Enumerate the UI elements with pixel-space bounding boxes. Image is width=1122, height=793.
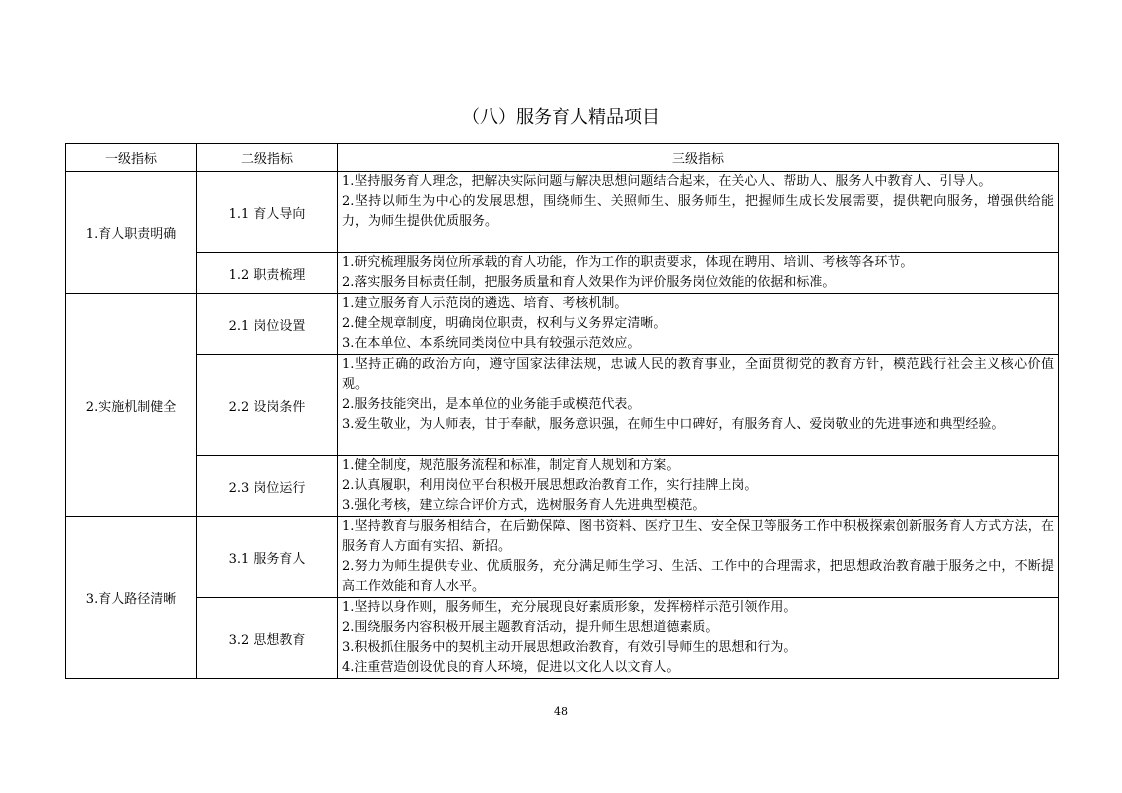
header-level2: 二级指标: [197, 144, 338, 172]
level3-cell: [338, 253, 1059, 294]
level2-cell: 2.3 岗位运行: [197, 456, 338, 517]
header-level1: 一级指标: [66, 144, 197, 172]
level1-cell: 2.实施机制健全: [66, 294, 197, 517]
item-text: 1.研究梳理服务岗位所承载的育人功能，作为工作的职责要求，体现在聘用、培训、考核等各环节。: [342, 255, 914, 270]
table-row: [66, 294, 1059, 355]
table-row: [66, 172, 1059, 253]
table-row: [66, 253, 1059, 294]
item-text: 2.围绕服务内容积极开展主题教育活动，提升师生思想道德素质。: [342, 620, 719, 635]
header-row: [66, 144, 1059, 172]
level2-cell: 3.1 服务育人: [197, 517, 338, 598]
item-text: 2.服务技能突出，是本单位的业务能手或模范代表。: [342, 397, 641, 412]
level3-cell: [338, 456, 1059, 517]
item-text: 2.努力为师生提供专业、优质服务，充分满足师生学习、生活、工作中的合理需求，把思想政治教育融于服务之中，不断提高工作效能和育人水平。: [342, 559, 1054, 594]
item-text: 2.坚持以师生为中心的发展思想，围绕师生、关照师生、服务师生，把握师生成长发展需要，提供靶向服务，增强供给能力，为师生提供优质服务。: [342, 194, 1054, 229]
item-text: 3.强化考核，建立综合评价方式，选树服务育人先进典型模范。: [342, 498, 706, 513]
level2-cell: 3.2 思想教育: [197, 598, 338, 679]
header-level3: 三级指标: [338, 144, 1059, 172]
item-text: 1.坚持教育与服务相结合，在后勤保障、图书资料、医疗卫生、安全保卫等服务工作中积极探索创新服务育人方式方法，在服务育人方面有实招、新招。: [342, 519, 1054, 554]
item-text: 1.坚持服务育人理念，把解决实际问题与解决思想问题结合起来，在关心人、帮助人、服务人中教育人、引导人。: [342, 174, 992, 189]
table-row: [66, 456, 1059, 517]
item-text: 4.注重营造创设优良的育人环境，促进以文化人以文育人。: [342, 660, 680, 675]
table-row: [66, 517, 1059, 598]
level3-cell: [338, 355, 1059, 456]
level1-cell: 3.育人路径清晰: [66, 517, 197, 679]
page-title: （八）服务育人精品项目: [462, 107, 660, 128]
item-text: 1.坚持正确的政治方向，遵守国家法律法规，忠诚人民的教育事业，全面贯彻党的教育方针，模范践行社会主义核心价值观。: [342, 357, 1054, 392]
item-text: 3.积极抓住服务中的契机主动开展思想政治教育，有效引导师生的思想和行为。: [342, 640, 797, 655]
level2-cell: 2.1 岗位设置: [197, 294, 338, 355]
item-text: 3.在本单位、本系统同类岗位中具有较强示范效应。: [342, 336, 641, 351]
item-text: 1.健全制度，规范服务流程和标准，制定育人规划和方案。: [342, 458, 680, 473]
level2-cell: 1.2 职责梳理: [197, 253, 338, 294]
level1-cell: 1.育人职责明确: [66, 172, 197, 294]
item-text: 3.爱生敬业，为人师表，甘于奉献，服务意识强，在师生中口碑好，有服务育人、爱岗敬业的先进事迹和典型经验。: [342, 417, 1005, 432]
level3-cell: [338, 294, 1059, 355]
item-text: 2.落实服务目标责任制，把服务质量和育人效果作为评价服务岗位效能的依据和标准。: [342, 275, 836, 290]
table-row: [66, 355, 1059, 456]
level3-cell: [338, 517, 1059, 598]
item-text: 1.坚持以身作则，服务师生，充分展现良好素质形象，发挥榜样示范引领作用。: [342, 600, 797, 615]
item-text: 1.建立服务育人示范岗的遴选、培育、考核机制。: [342, 296, 628, 311]
item-text: 2.认真履职，利用岗位平台积极开展思想政治教育工作，实行挂牌上岗。: [342, 478, 758, 493]
level3-cell: [338, 172, 1059, 253]
page-number: 48: [554, 705, 568, 718]
level3-cell: [338, 598, 1059, 679]
level2-cell: 1.1 育人导向: [197, 172, 338, 253]
item-text: 2.健全规章制度，明确岗位职责，权利与义务界定清晰。: [342, 316, 667, 331]
table-row: [66, 598, 1059, 679]
indicator-table: [65, 143, 1059, 679]
level2-cell: 2.2 设岗条件: [197, 355, 338, 456]
